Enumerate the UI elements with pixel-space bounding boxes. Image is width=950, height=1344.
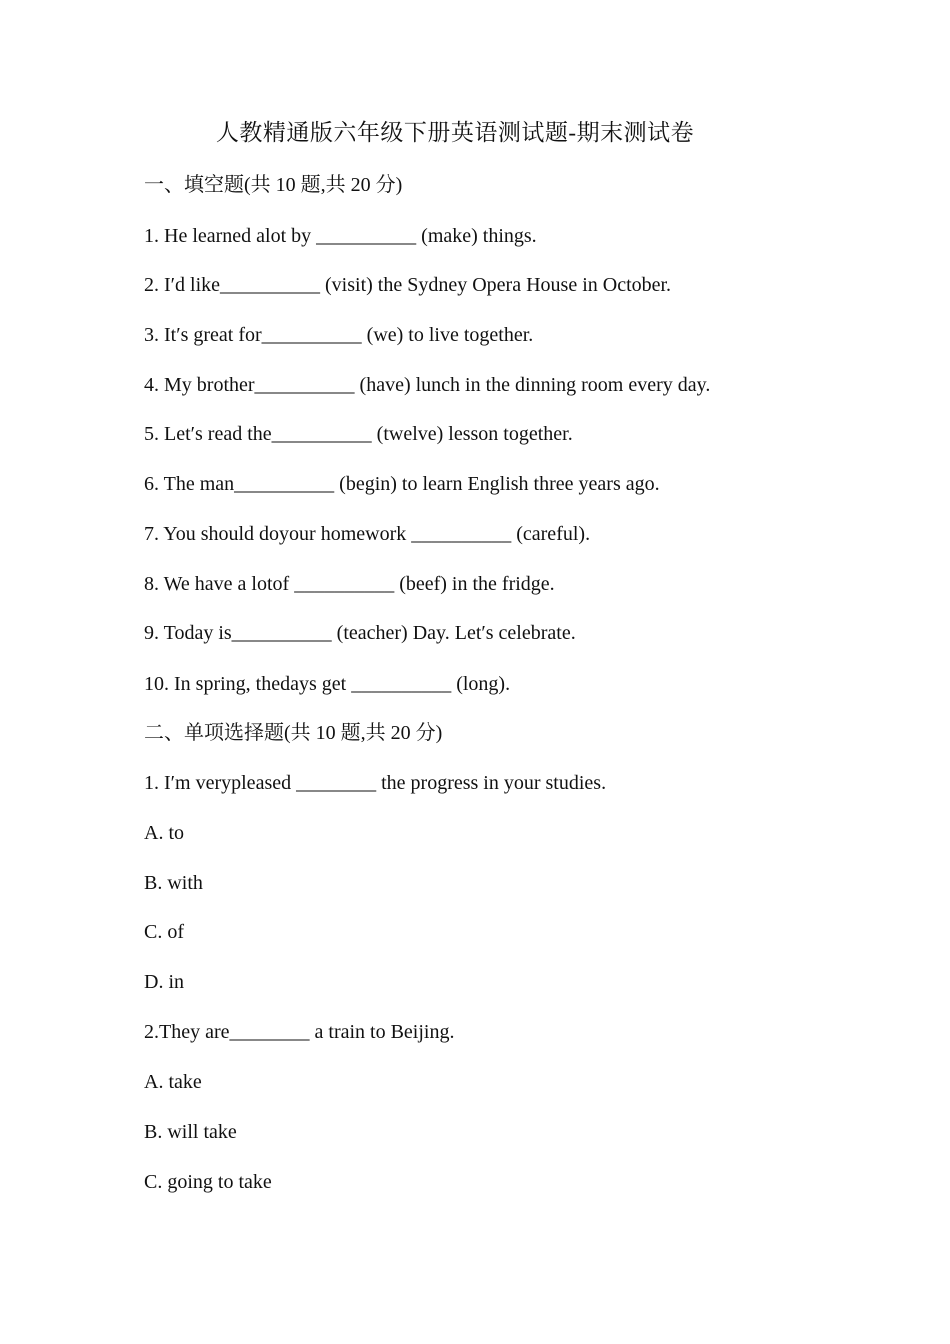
fill-in-question: 2. I′d like__________ (visit) the Sydney Opera House in October. (144, 274, 672, 296)
section-heading-multiple-choice: 二、单项选择题(共 10 题,共 20 分) (144, 722, 443, 744)
fill-in-question: 1. He learned alot by __________ (make) things. (144, 225, 537, 247)
section-heading-fill-in: 一、填空题(共 10 题,共 20 分) (144, 174, 403, 196)
fill-in-question: 8. We have a lotof __________ (beef) in the fridge. (144, 573, 555, 595)
fill-in-question: 5. Let′s read the__________ (twelve) lesson together. (144, 423, 573, 445)
choice-option: C. going to take (144, 1171, 272, 1193)
choice-question-stem: 2.They are________ a train to Beijing. (144, 1021, 455, 1043)
choice-question-stem: 1. I′m verypleased ________ the progress in your studies. (144, 772, 607, 794)
fill-in-question: 10. In spring, thedays get __________ (long). (144, 673, 511, 695)
choice-option: D. in (144, 971, 184, 993)
fill-in-question: 4. My brother__________ (have) lunch in the dinning room every day. (144, 374, 711, 396)
choice-option: A. to (144, 822, 184, 844)
choice-option: C. of (144, 921, 184, 943)
fill-in-question: 3. It′s great for__________ (we) to live together. (144, 324, 534, 346)
choice-option: B. will take (144, 1121, 237, 1143)
choice-option: B. with (144, 872, 203, 894)
choice-option: A. take (144, 1071, 202, 1093)
fill-in-question: 9. Today is__________ (teacher) Day. Let′s celebrate. (144, 622, 576, 644)
page-title: 人教精通版六年级下册英语测试题-期末测试卷 (215, 120, 695, 145)
fill-in-question: 6. The man__________ (begin) to learn English three years ago. (144, 473, 660, 495)
fill-in-question: 7. You should doyour homework __________ (careful). (144, 523, 591, 545)
